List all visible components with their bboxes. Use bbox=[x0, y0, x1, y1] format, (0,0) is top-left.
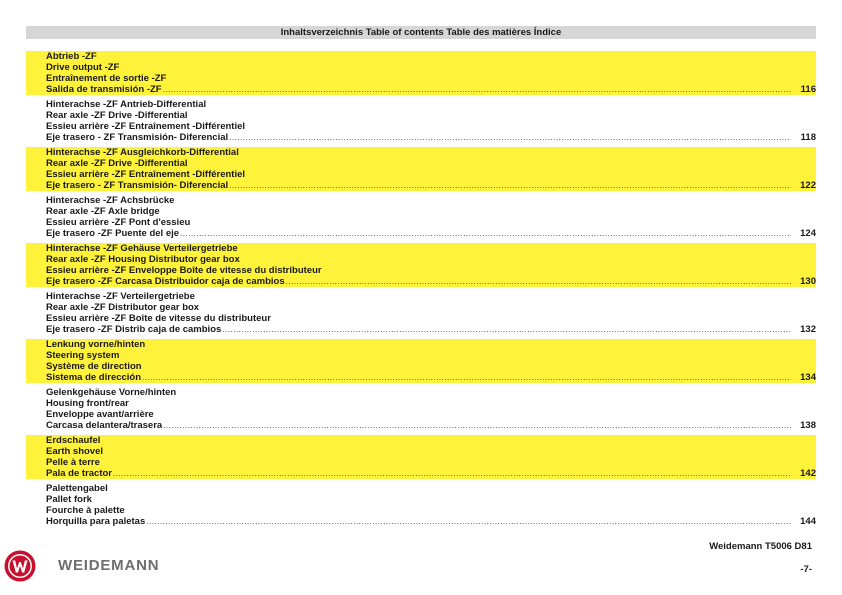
entry-title-de: Erdschaufel bbox=[46, 435, 101, 446]
entry-page-number[interactable]: 144 bbox=[800, 516, 816, 527]
entry-last-line bbox=[46, 420, 816, 431]
entry-title-de: Abtrieb -ZF bbox=[46, 51, 97, 62]
entry-title-fr: Enveloppe avant/arrière bbox=[46, 409, 154, 420]
entry-title-en: Pallet fork bbox=[46, 494, 92, 505]
entry-title-de: Hinterachse -ZF Gehäuse Verteilergetriebe bbox=[46, 243, 238, 254]
entry-last-line bbox=[46, 276, 816, 287]
entry-title-es: Eje trasero - ZF Transmisión- Diferencial bbox=[46, 132, 229, 143]
entry-title-es: Pala de tractor bbox=[46, 468, 112, 479]
page-number: -7- bbox=[800, 564, 812, 575]
entry-page-number[interactable]: 142 bbox=[800, 468, 816, 479]
entry-last-line bbox=[46, 324, 816, 335]
entry-title-de: Lenkung vorne/hinten bbox=[46, 339, 146, 350]
toc-entry[interactable] bbox=[26, 339, 816, 383]
toc-entry[interactable] bbox=[26, 387, 816, 431]
dot-leader bbox=[163, 420, 791, 431]
entry-page-number[interactable]: 122 bbox=[800, 180, 816, 191]
entry-title-fr: Système de direction bbox=[46, 361, 142, 372]
dot-leader bbox=[113, 468, 791, 479]
entry-last-line bbox=[46, 84, 816, 95]
entry-title-es: Salida de transmisión -ZF bbox=[46, 84, 162, 95]
entry-last-line bbox=[46, 180, 816, 191]
entry-title-en: Steering system bbox=[46, 350, 120, 361]
entry-title-en: Rear axle -ZF Drive -Differential bbox=[46, 110, 188, 121]
entry-title-fr: Essieu arrière -ZF Enveloppe Boîte de vitesse du distributeur bbox=[46, 265, 322, 276]
entry-title-en: Rear axle -ZF Drive -Differential bbox=[46, 158, 188, 169]
entry-title-es: Carcasa delantera/trasera bbox=[46, 420, 163, 431]
entry-title-en: Rear axle -ZF Distributor gear box bbox=[46, 302, 200, 313]
toc-header-bar bbox=[26, 26, 816, 39]
weidemann-w-logo-icon bbox=[4, 550, 36, 582]
entry-title-es: Sistema de dirección bbox=[46, 372, 142, 383]
toc-title: Inhaltsverzeichnis Table of contents Table des matières Índice bbox=[280, 27, 562, 38]
entry-page-number[interactable]: 116 bbox=[800, 84, 816, 95]
entry-title-de: Hinterachse -ZF Ausgleichkorb-Differential bbox=[46, 147, 239, 158]
entry-title-es: Eje trasero - ZF Transmisión- Diferencial bbox=[46, 180, 229, 191]
entry-page-number[interactable]: 132 bbox=[800, 324, 816, 335]
dot-leader bbox=[146, 516, 791, 527]
entry-title-en: Rear axle -ZF Housing Distributor gear box bbox=[46, 254, 240, 265]
entry-page-number[interactable]: 138 bbox=[800, 420, 816, 431]
toc-entry[interactable] bbox=[26, 243, 816, 287]
toc-entry[interactable] bbox=[26, 435, 816, 479]
document-id: Weidemann T5006 D81 bbox=[709, 541, 812, 552]
dot-leader bbox=[222, 324, 791, 335]
toc-entry[interactable] bbox=[26, 291, 816, 335]
entry-title-en: Rear axle -ZF Axle bridge bbox=[46, 206, 160, 217]
entry-title-es: Eje trasero -ZF Carcasa Distribuidor caja de cambios bbox=[46, 276, 285, 287]
toc-entry[interactable] bbox=[26, 483, 816, 527]
entry-title-fr: Essieu arrière -ZF Entraînement -Différentiel bbox=[46, 121, 246, 132]
entry-title-en: Drive output -ZF bbox=[46, 62, 120, 73]
entry-last-line bbox=[46, 228, 816, 239]
entry-page-number[interactable]: 118 bbox=[800, 132, 816, 143]
entry-page-number[interactable]: 134 bbox=[800, 372, 816, 383]
toc-entry[interactable] bbox=[26, 51, 816, 95]
entry-last-line bbox=[46, 468, 816, 479]
entry-title-es: Eje trasero -ZF Puente del eje bbox=[46, 228, 180, 239]
entry-title-fr: Entraînement de sortie -ZF bbox=[46, 73, 167, 84]
entry-page-number[interactable]: 124 bbox=[800, 228, 816, 239]
toc-entry[interactable] bbox=[26, 195, 816, 239]
entry-title-fr: Essieu arrière -ZF Entraînement -Différentiel bbox=[46, 169, 246, 180]
toc-entry[interactable] bbox=[26, 99, 816, 143]
entry-last-line bbox=[46, 132, 816, 143]
dot-leader bbox=[180, 228, 791, 239]
brand-name: WEIDEMANN bbox=[58, 557, 160, 574]
table-of-contents bbox=[26, 51, 816, 531]
entry-page-number[interactable]: 130 bbox=[800, 276, 816, 287]
entry-title-fr: Essieu arrière -ZF Boîte de vitesse du distributeur bbox=[46, 313, 271, 324]
toc-entry[interactable] bbox=[26, 147, 816, 191]
entry-title-es: Horquilla para paletas bbox=[46, 516, 146, 527]
entry-title-de: Hinterachse -ZF Achsbrücke bbox=[46, 195, 175, 206]
dot-leader bbox=[229, 132, 791, 143]
entry-title-en: Housing front/rear bbox=[46, 398, 129, 409]
dot-leader bbox=[142, 372, 791, 383]
entry-last-line bbox=[46, 516, 816, 527]
entry-title-es: Eje trasero -ZF Distrib caja de cambios bbox=[46, 324, 222, 335]
entry-title-de: Hinterachse -ZF Verteilergetriebe bbox=[46, 291, 195, 302]
entry-title-en: Earth shovel bbox=[46, 446, 104, 457]
entry-title-fr: Essieu arrière -ZF Pont d'essieu bbox=[46, 217, 191, 228]
dot-leader bbox=[229, 180, 791, 191]
entry-title-de: Gelenkgehäuse Vorne/hinten bbox=[46, 387, 177, 398]
dot-leader bbox=[163, 84, 791, 95]
entry-title-de: Hinterachse -ZF Antrieb-Differential bbox=[46, 99, 207, 110]
dot-leader bbox=[286, 276, 791, 287]
entry-title-fr: Pelle à terre bbox=[46, 457, 100, 468]
entry-last-line bbox=[46, 372, 816, 383]
entry-title-fr: Fourche à palette bbox=[46, 505, 125, 516]
entry-title-de: Palettengabel bbox=[46, 483, 108, 494]
